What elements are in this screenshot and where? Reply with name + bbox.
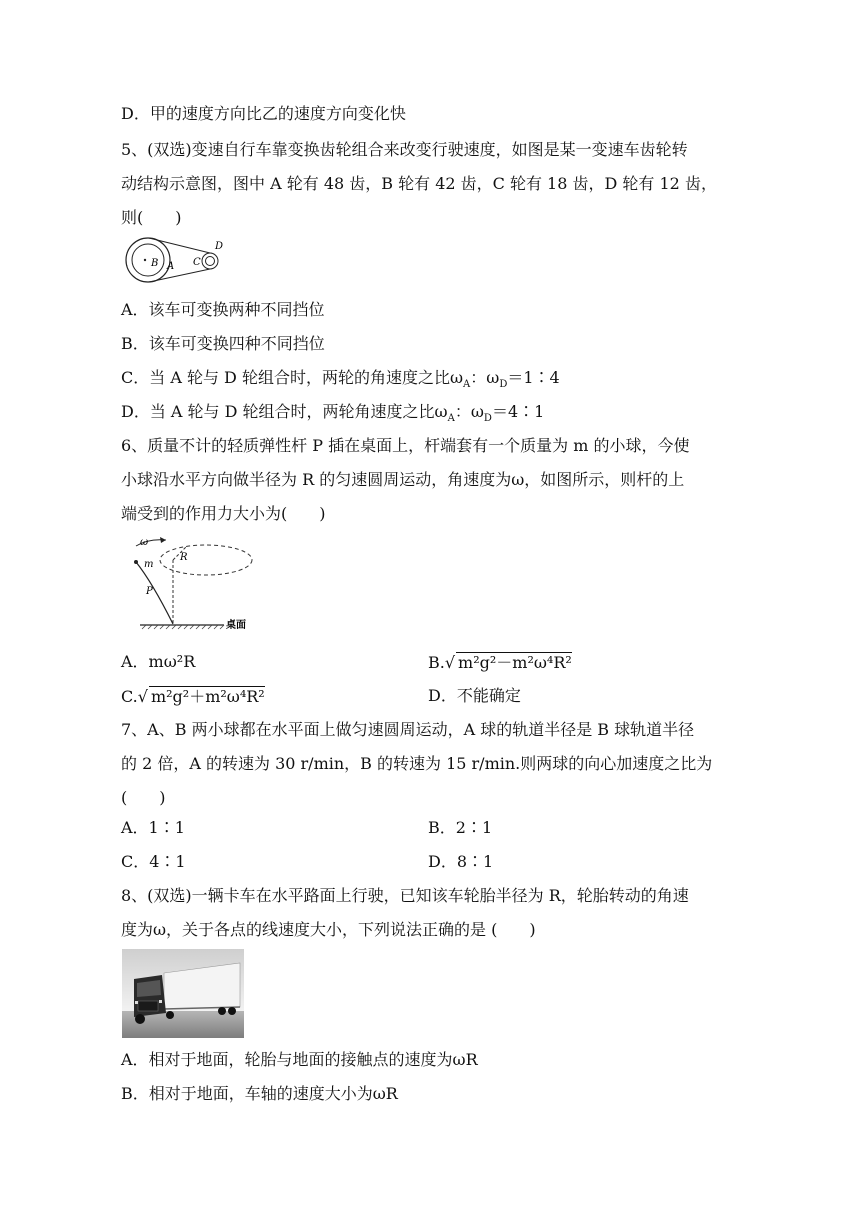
gear-c	[202, 253, 218, 269]
q5-option-c-suffix: ＝1∶4	[507, 368, 560, 387]
grille	[138, 1001, 158, 1011]
q5-option-d-sub2: D	[483, 413, 492, 425]
headlight-right	[159, 1000, 162, 1003]
q7-option-c: C．4∶1	[121, 852, 186, 871]
q6-option-c-label: C.	[121, 687, 138, 706]
q6-option-c-expr: m²g²＋m²ω⁴R²	[150, 687, 265, 706]
elastic-rod	[136, 562, 173, 624]
label-c: C	[193, 257, 201, 268]
label-a: A	[167, 261, 175, 272]
label-b: B	[151, 258, 159, 269]
wheel-front	[135, 1014, 145, 1024]
q8-stem-line1: 8、(双选)一辆卡车在水平路面上行驶，已知该车轮胎半径为 R，轮胎转动的角速	[121, 886, 689, 905]
q7-option-b: B．2∶1	[428, 818, 493, 837]
headlight-left	[135, 1001, 138, 1004]
q7-stem-line1: 7、A、B 两小球都在水平面上做匀速圆周运动，A 球的轨道半径是 B 球轨道半径	[121, 720, 695, 739]
q6-option-a: A．mω²R	[121, 652, 196, 671]
omega-arrowhead	[160, 537, 166, 543]
q6-option-b-label: B.	[428, 653, 445, 672]
chain-top	[149, 238, 210, 253]
q6-stem-line1: 6、质量不计的轻质弹性杆 P 插在桌面上，杆端套有一个质量为 m 的小球，今使	[121, 436, 690, 455]
q8-stem-line2: 度为ω，关于各点的线速度大小，下列说法正确的是 ( )	[121, 920, 536, 939]
sqrt-icon: √	[137, 687, 148, 706]
q5-option-d-prefix: D．当 A 轮与 D 轮组合时，两轮角速度之比ω	[121, 402, 448, 421]
q8-option-b: B．相对于地面，车轴的速度大小为ωR	[121, 1084, 398, 1103]
q5-stem-line3: 则( )	[121, 208, 182, 227]
q7-stem-line3: ( )	[121, 788, 166, 807]
gear-diagram	[122, 236, 226, 284]
label-m: m	[144, 559, 154, 570]
q5-option-d-sub1: A	[447, 413, 455, 425]
gear-a-outer	[126, 238, 170, 282]
label-omega: ω	[140, 537, 149, 548]
q5-stem-line1: 5、(双选)变速自行车靠变换齿轮组合来改变行驶速度，如图是某一变速车齿轮转	[121, 140, 688, 159]
chain-bottom	[149, 269, 210, 282]
q5-option-c-prefix: C．当 A 轮与 D 轮组合时，两轮的角速度之比ω	[121, 368, 464, 387]
q8-option-a: A．相对于地面，轮胎与地面的接触点的速度为ωR	[121, 1050, 478, 1069]
wheel-middle	[166, 1011, 174, 1019]
label-table: 桌面	[226, 620, 246, 631]
q6-option-b-expr: m²g²－m²ω⁴R²	[458, 653, 572, 672]
q6-option-b	[428, 652, 572, 673]
q5-option-c-sub1: A	[463, 379, 471, 391]
truck-photo	[122, 949, 244, 1038]
gear-b	[132, 244, 164, 276]
q5-option-d-suffix: ＝4∶1	[491, 402, 545, 421]
orbit-ellipse	[160, 545, 252, 575]
q5-option-c	[121, 368, 560, 391]
label-d: D	[215, 241, 224, 252]
q6-option-d: D．不能确定	[428, 686, 521, 705]
gear-d	[206, 257, 215, 266]
q5-option-d-mid: ：ω	[454, 402, 484, 421]
label-r: R	[180, 552, 188, 563]
q4-option-d: D．甲的速度方向比乙的速度方向变化快	[121, 104, 406, 123]
q6-option-c	[121, 686, 265, 707]
q5-option-b: B．该车可变换四种不同挡位	[121, 334, 325, 353]
q7-option-a: A．1∶1	[121, 818, 185, 837]
label-p: P	[146, 586, 153, 597]
q5-option-d	[121, 402, 545, 425]
q5-option-c-sub2: D	[499, 379, 508, 391]
wheel-rear-1	[218, 1007, 226, 1015]
gear-center-dot	[144, 259, 146, 261]
wheel-rear-2	[228, 1007, 236, 1015]
q5-option-a: A．该车可变换两种不同挡位	[121, 300, 325, 319]
rod-diagram	[126, 532, 256, 638]
windshield	[137, 980, 161, 997]
sqrt-icon: √	[444, 653, 456, 672]
q7-stem-line2: 的 2 倍，A 的转速为 30 r/min，B 的转速为 15 r/min.则两球的向心加速度之比为	[121, 754, 713, 773]
q6-stem-line2: 小球沿水平方向做半径为 R 的匀速圆周运动，角速度为ω，如图所示，则杆的上	[121, 470, 685, 489]
q7-option-d: D．8∶1	[428, 852, 494, 871]
q6-stem-line3: 端受到的作用力大小为( )	[121, 504, 326, 523]
q5-stem-line2: 动结构示意图，图中 A 轮有 48 齿，B 轮有 42 齿，C 轮有 18 齿，D 轮有 12 齿，	[121, 174, 717, 193]
q5-option-c-mid: ：ω	[470, 368, 500, 387]
